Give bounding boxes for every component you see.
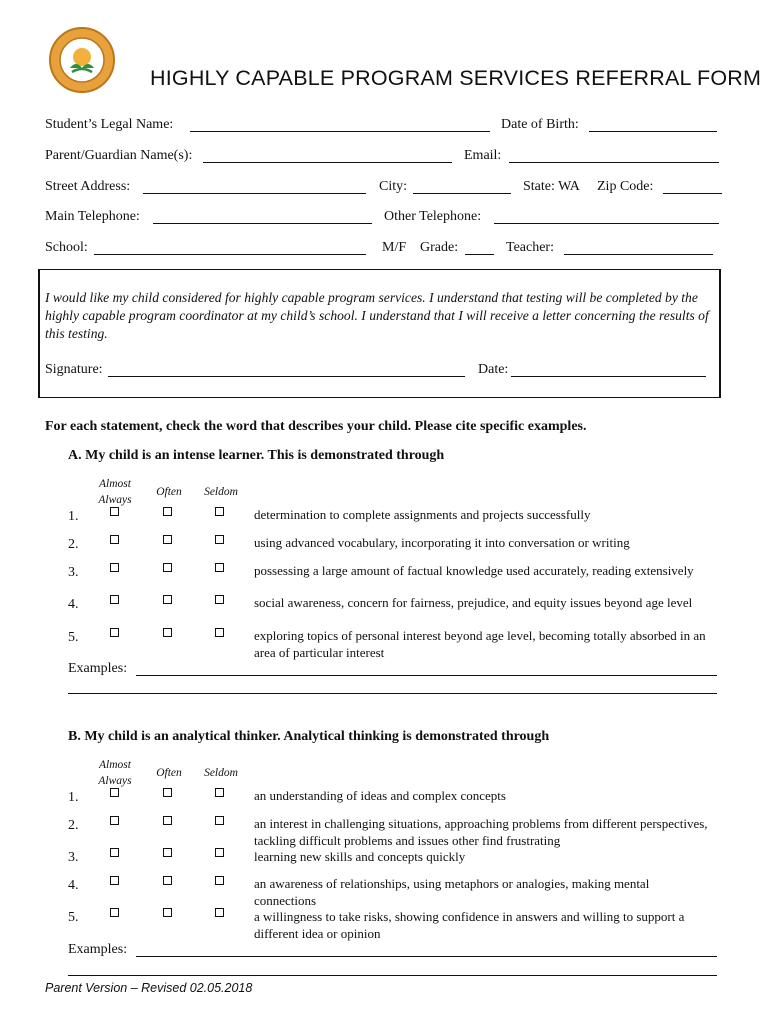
signature-label: Signature: (45, 362, 103, 377)
checkbox-seldom[interactable] (215, 788, 224, 797)
checkbox-almost-always[interactable] (110, 788, 119, 797)
col-seldom-b: Seldom (204, 767, 238, 779)
checkbox-seldom[interactable] (215, 563, 224, 572)
checkbox-often[interactable] (163, 507, 172, 516)
checkbox-often[interactable] (163, 788, 172, 797)
section-a-examples-line-2[interactable] (68, 693, 717, 694)
col-often: Often (156, 486, 182, 498)
section-b-heading: B. My child is an analytical thinker. Analytical thinking is demonstrated through (68, 729, 550, 744)
item-description: learning new skills and concepts quickly (254, 849, 466, 864)
consent-date-label: Date: (478, 362, 509, 377)
street-label: Street Address: (45, 179, 131, 194)
checkbox-often[interactable] (163, 908, 172, 917)
section-a-item-number: 4. (68, 597, 79, 612)
city-field[interactable] (413, 193, 511, 194)
checkbox-often[interactable] (163, 816, 172, 825)
dob-label: Date of Birth: (501, 117, 579, 132)
section-a-examples-label: Examples: (68, 661, 128, 676)
item-description: determination to complete assignments and projects successfully (254, 507, 591, 522)
section-b-item-number: 5. (68, 910, 79, 925)
section-b-item-number: 4. (68, 878, 79, 893)
checkbox-often[interactable] (163, 848, 172, 857)
street-field[interactable] (143, 193, 366, 194)
city-label: City: (379, 179, 408, 194)
checkbox-almost-always[interactable] (110, 507, 119, 516)
checkbox-often[interactable] (163, 876, 172, 885)
checkbox-seldom[interactable] (215, 507, 224, 516)
parent-name-label: Parent/Guardian Name(s): (45, 148, 193, 163)
col-almost-always-b: Almost Always (98, 759, 132, 787)
checkbox-seldom[interactable] (215, 848, 224, 857)
school-label: School: (45, 240, 88, 255)
teacher-label: Teacher: (506, 240, 554, 255)
checkbox-seldom[interactable] (215, 628, 224, 637)
school-seal-logo (48, 26, 116, 94)
checkbox-often[interactable] (163, 628, 172, 637)
section-b-item-number: 1. (68, 790, 79, 805)
item-description: a willingness to take risks, showing confidence in answers and willing to support a different idea or opinion (254, 909, 685, 941)
item-description: an interest in challenging situations, approaching problems from different perspectives, tackling difficult problems and issues other find frustrating (254, 816, 708, 848)
footer-version: Parent Version – Revised 02.05.2018 (45, 981, 253, 995)
section-b-item-number: 2. (68, 818, 79, 833)
checkbox-almost-always[interactable] (110, 563, 119, 572)
student-name-label: Student’s Legal Name: (45, 117, 174, 132)
consent-date-field[interactable] (511, 376, 706, 377)
checkbox-often[interactable] (163, 563, 172, 572)
main-phone-field[interactable] (153, 223, 372, 224)
consent-text: I would like my child considered for highly capable program services. I understand that testing will be completed by the highly capable program coordinator at my child’s school. I understand that I will receive a letter concerning the results of this testing. (45, 290, 709, 341)
signature-field[interactable] (108, 376, 465, 377)
checkbox-almost-always[interactable] (110, 848, 119, 857)
main-phone-label: Main Telephone: (45, 209, 140, 224)
checkbox-almost-always[interactable] (110, 876, 119, 885)
section-b-examples-line-2[interactable] (68, 975, 717, 976)
checkbox-almost-always[interactable] (110, 595, 119, 604)
teacher-field[interactable] (564, 254, 713, 255)
section-a-item-number: 3. (68, 565, 79, 580)
checkbox-seldom[interactable] (215, 535, 224, 544)
item-description: social awareness, concern for fairness, prejudice, and equity issues beyond age level (254, 595, 693, 610)
item-description: using advanced vocabulary, incorporating it into conversation or writing (254, 535, 630, 550)
checkbox-almost-always[interactable] (110, 816, 119, 825)
grade-field[interactable] (465, 254, 494, 255)
other-phone-field[interactable] (494, 223, 719, 224)
instructions: For each statement, check the word that describes your child. Please cite specific examples. (45, 419, 587, 434)
checkbox-seldom[interactable] (215, 908, 224, 917)
checkbox-seldom[interactable] (215, 816, 224, 825)
email-field[interactable] (509, 162, 719, 163)
checkbox-seldom[interactable] (215, 876, 224, 885)
checkbox-often[interactable] (163, 535, 172, 544)
other-phone-label: Other Telephone: (384, 209, 482, 224)
section-b-examples-label: Examples: (68, 942, 128, 957)
section-a-item-number: 5. (68, 630, 79, 645)
state-label: State: WA (523, 179, 580, 194)
section-a-heading: A. My child is an intense learner. This is demonstrated through (68, 448, 445, 463)
item-description: an awareness of relationships, using metaphors or analogies, making mental connections (254, 876, 650, 908)
mf-label: M/F (382, 240, 407, 255)
section-a-item-number: 2. (68, 537, 79, 552)
parent-name-field[interactable] (203, 162, 452, 163)
school-field[interactable] (94, 254, 366, 255)
zip-label: Zip Code: (597, 179, 654, 194)
form-title: HIGHLY CAPABLE PROGRAM SERVICES REFERRAL FORM (150, 66, 762, 90)
col-seldom: Seldom (204, 486, 238, 498)
section-b-item-number: 3. (68, 850, 79, 865)
checkbox-almost-always[interactable] (110, 628, 119, 637)
zip-field[interactable] (663, 193, 722, 194)
item-description: exploring topics of personal interest beyond age level, becoming totally absorbed in an area of particular interest (254, 628, 706, 660)
section-b-examples-line-1[interactable] (136, 956, 717, 957)
section-a-item-number: 1. (68, 509, 79, 524)
item-description: possessing a large amount of factual knowledge used accurately, reading extensively (254, 563, 694, 578)
section-a-examples-line-1[interactable] (136, 675, 717, 676)
checkbox-almost-always[interactable] (110, 535, 119, 544)
checkbox-almost-always[interactable] (110, 908, 119, 917)
checkbox-often[interactable] (163, 595, 172, 604)
dob-field[interactable] (589, 131, 717, 132)
checkbox-seldom[interactable] (215, 595, 224, 604)
email-label: Email: (464, 148, 502, 163)
student-name-field[interactable] (190, 131, 490, 132)
item-description: an understanding of ideas and complex concepts (254, 788, 506, 803)
col-often-b: Often (156, 767, 182, 779)
col-almost-always: Almost Always (98, 478, 132, 506)
grade-label: Grade: (420, 240, 459, 255)
